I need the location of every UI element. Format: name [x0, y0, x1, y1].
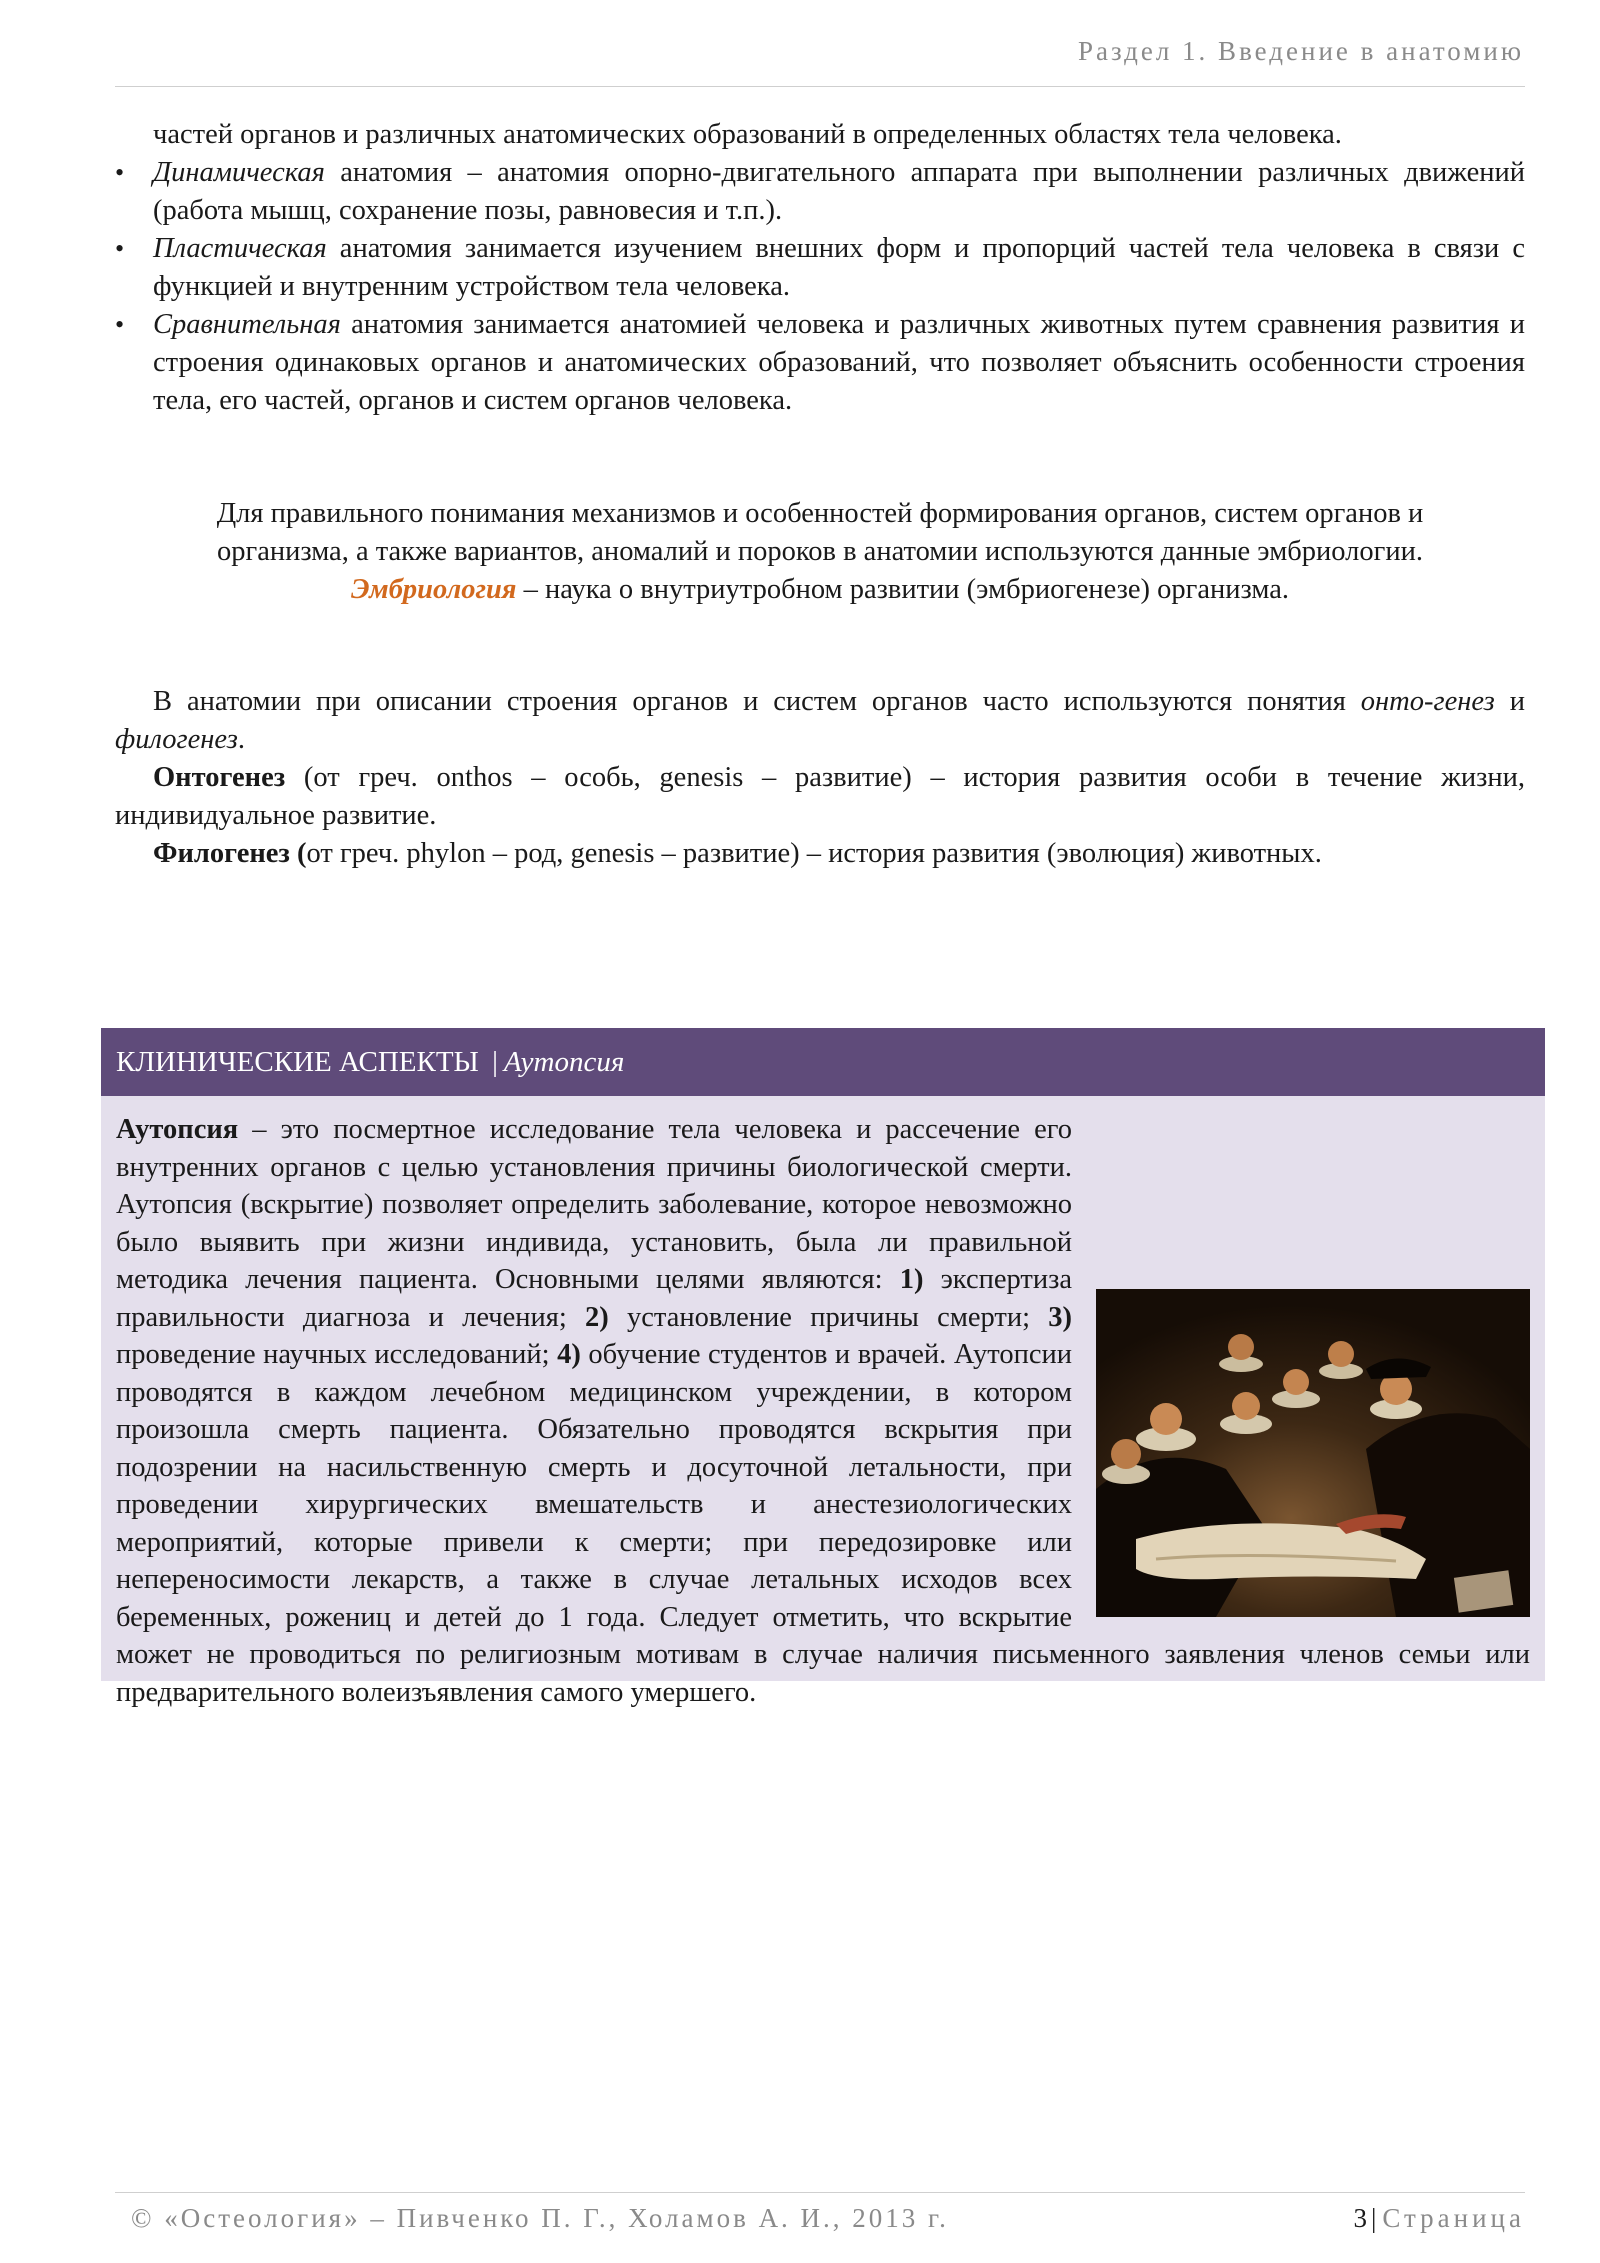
phylogenesis-definition	[115, 835, 1525, 873]
footer-divider	[115, 2192, 1525, 2193]
embryology-definition-text: – наука о внутриутробном развитии (эмбриогенезе) организма.	[516, 574, 1289, 605]
embryology-definition	[115, 571, 1525, 609]
phylogenesis-text: от греч. phylon – род, genesis – развитие) – история развития (эволюция) животных.	[306, 838, 1322, 869]
ontogenesis-term: Онтогенез	[153, 762, 286, 793]
clinical-aspects-body	[116, 1111, 1530, 1711]
goal-text-2: установление причины смерти;	[608, 1301, 1049, 1333]
term-plastic: Пластическая	[153, 233, 327, 264]
definition-plastic: анатомия занимается изучением внешних форм и пропорций частей тела человека в связи с функцией и внутренним устройством тела человека.	[153, 233, 1525, 302]
anatomy-lesson-painting-graphic	[1096, 1289, 1530, 1617]
goal-number-4: 4)	[557, 1339, 581, 1370]
goal-text-4: обучение студентов и врачей. Аутопсии проводятся в каждом лечебном медицинском учреждении, в котором произошла смерть пациента. Обязательно проводятся вскрытия при подозрении на насильственную смерть и досуточной летальности, при проведении хирургических вмешательств и анестезиологических мероприятий, которые привели к смерти; при передозировке или непереносимости лекарств, а также в случае летальных исходов всех беременных, рожениц и детей до 1 года. Следует отметить, что вскрытие может не проводиться по религиозным мотивам в случае наличия письменного заявления членов семьи или предварительного волеизъявления самого умершего.	[116, 1339, 1530, 1708]
goal-number-2: 2)	[585, 1301, 609, 1333]
anatomy-types-section	[115, 116, 1525, 420]
clinical-header-separator: |	[492, 1046, 498, 1078]
embryology-line-1: Для правильного понимания механизмов и особенностей формирования органов, систем органов и	[216, 498, 1424, 529]
bullet-icon: •	[115, 234, 125, 263]
goal-text-3: проведение научных исследований;	[116, 1339, 558, 1370]
intro-text: В анатомии при описании строения органов и систем органов часто используются понятия	[153, 686, 1361, 717]
embryology-section	[115, 495, 1525, 609]
page-indicator	[1353, 2203, 1525, 2234]
clinical-aspects-header	[101, 1028, 1545, 1096]
page-number: 3	[1353, 2203, 1367, 2233]
page-label: Страница	[1382, 2203, 1525, 2233]
onto-phylo-intro	[115, 683, 1525, 759]
clinical-header-label: КЛИНИЧЕСКИЕ АСПЕКТЫ	[116, 1046, 479, 1078]
embryology-term: Эмбриология	[351, 574, 517, 605]
phylogenesis-term: Филогенез (	[153, 838, 307, 869]
clinical-aspects-box	[101, 1028, 1545, 1708]
ontogenesis-definition	[115, 759, 1525, 835]
list-item-dynamic	[115, 154, 1525, 230]
copyright-notice: © «Остеология» – Пивченко П. Г., Холамов А. И., 2013 г.	[131, 2203, 949, 2233]
list-item-comparative	[115, 306, 1525, 420]
intro-term-ontogenesis: онто-генез	[1360, 686, 1495, 717]
goal-text-1: экспертиза правильности диагноза и лечения;	[116, 1264, 1072, 1333]
continuation-text: частей органов и различных анатомических образований в определенных областях тела человека.	[153, 119, 1342, 150]
anatomy-types-list	[115, 154, 1525, 420]
intro-end: .	[237, 724, 245, 755]
list-item-plastic	[115, 230, 1525, 306]
anatomy-lesson-painting	[1096, 1289, 1530, 1617]
goal-number-3: 3)	[1048, 1301, 1072, 1333]
autopsy-text-1: – это посмертное исследование тела человека и рассечение его внутренних органов с целью установления причины биологической смерти. Аутопсия (вскрытие) позволяет определить заболевание, которое невозможно было выявить при жизни индивида, установить, была ли правильной методика лечения пациента. Основными целями являются:	[116, 1114, 1072, 1295]
intro-and: и	[1494, 686, 1525, 717]
clinical-header-topic: Аутопсия	[503, 1046, 625, 1078]
term-comparative: Сравнительная	[153, 309, 341, 340]
goal-number-1: 1)	[899, 1264, 924, 1295]
page-separator: |	[1370, 2203, 1377, 2233]
ontogenesis-text: (от греч. onthos – особь, genesis – развитие) – история развития особи в течение жизни, индивидуальное развитие.	[115, 762, 1525, 831]
autopsy-term: Аутопсия	[116, 1114, 239, 1145]
bullet-icon: •	[115, 310, 125, 339]
embryology-line-2: организма, а также вариантов, аномалий и пороков в анатомии используются данные эмбриологии.	[217, 536, 1423, 567]
bullet-icon: •	[115, 158, 125, 187]
definition-dynamic: анатомия – анатомия опорно-двигательного аппарата при выполнении различных движений (работа мышц, сохранение позы, равновесия и т.п.).	[153, 157, 1525, 226]
ontogenesis-phylogenesis-section	[115, 683, 1525, 873]
section-title: Раздел 1. Введение в анатомию	[1077, 36, 1524, 66]
header-divider	[115, 86, 1525, 87]
term-dynamic: Динамическая	[153, 157, 325, 188]
definition-comparative: анатомия занимается анатомией человека и различных животных путем сравнения развития и строения одинаковых органов и анатомических образований, что позволяет объяснить особенности строения тела, его частей, органов и систем органов человека.	[153, 309, 1525, 416]
intro-term-phylogenesis: филогенез	[115, 724, 238, 755]
